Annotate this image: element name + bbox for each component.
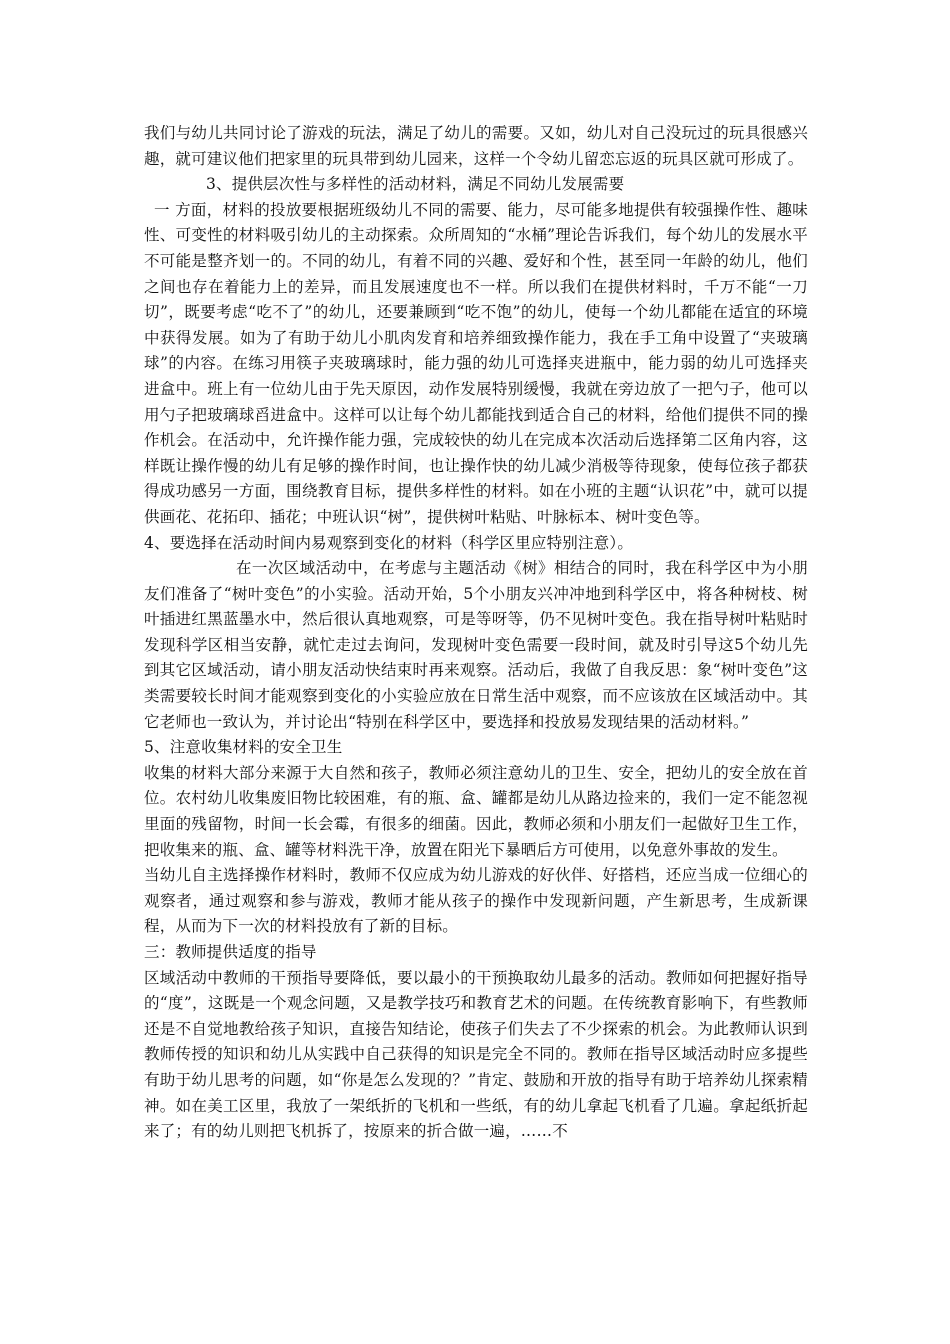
heading-item-4: 4、要选择在活动时间内易观察到变化的材料（科学区里应特别注意）。 [144, 533, 634, 552]
heading-item-5: 5、注意收集材料的安全卫生 [144, 738, 343, 757]
paragraph-continued: 我们与幼儿共同讨论了游戏的玩法，满足了幼儿的需要。又如，幼儿对自己没玩过的玩具很感兴趣，就可建议他们把家里的玩具带到幼儿园来，这样一个令幼儿留恋忘返的玩具区就可形成了。 [144, 124, 808, 168]
paragraph-observer-role: 当幼儿自主选择操作材料时，教师不仅应成为幼儿游戏的好伙伴、好搭档，还应当成一位细心的观察者，通过观察和参与游戏，教师才能从孩子的操作中发现新问题，产生新思考，生成新课程，从而为下一次的材料投放有了新的目标。 [144, 866, 808, 936]
heading-item-3: 3、提供层次性与多样性的活动材料，满足不同幼儿发展需要 [206, 175, 625, 194]
paragraph-guidance: 区域活动中教师的干预指导要降低，要以最小的干预换取幼儿最多的活动。教师如何把握好指导的“度”，这既是一个观念问题，又是教学技巧和教育艺术的问题。在传统教育影响下，有些教师还是不自觉地教给孩子知识，直接告知结论，使孩子们失去了不少探索的机会。为此教师认识到教师传授的知识和幼儿从实践中自己获得的知识是完全不同的。教师在指导区域活动时应多提些有助于幼儿思考的问题，如“你是怎么发现的？”肯定、鼓励和开放的指导有助于培养幼儿探索精神。如在美工区里，我放了一架纸折的飞机和一些纸，有的幼儿拿起飞机看了几遍。拿起纸折起来了；有的幼儿则把飞机拆了，按原来的折合做一遍，……不 [144, 968, 808, 1141]
paragraph-safety-hygiene: 收集的材料大部分来源于大自然和孩子，教师必须注意幼儿的卫生、安全，把幼儿的安全放在首位。农村幼儿收集废旧物比较困难，有的瓶、盒、罐都是幼儿从路边捡来的，我们一定不能忽视里面的残留物，时间一长会霉，有很多的细菌。因此，教师必须和小朋友们一起做好卫生工作，把收集来的瓶、盒、罐等材料洗干净，放置在阳光下暴晒后方可使用，以免意外事故的发生。 [144, 763, 808, 859]
heading-section-3: 三：教师提供适度的指导 [144, 943, 317, 961]
paragraph-tree-experiment: 在一次区域活动中，在考虑与主题活动《树》相结合的同时，我在科学区中为小朋友们准备了“树叶变色”的小实验。活动开始，5个小朋友兴冲冲地到科学区中，将各种树枝、树叶插进红黑蓝墨水中，然后很认真地观察，可是等呀等，仍不见树叶变色。我在指导树叶粘贴时发现科学区相当安静，就忙走过去询问，发现树叶变色需要一段时间，就及时引导这5个幼儿先到其它区域活动，请小朋友活动快结束时再来观察。活动后，我做了自我反思：象“树叶变色”这类需要较长时间才能观察到变化的小实验应放在日常生活中观察，而不应该放在区域活动中。其它老师也一致认为，并讨论出“特别在科学区中，要选择和投放易发现结果的活动材料。” [144, 559, 808, 731]
document-body [144, 121, 808, 1145]
paragraph-materials-levels: 一 方面，材料的投放要根据班级幼儿不同的需要、能力，尽可能多地提供有较强操作性、趣味性、可变性的材料吸引幼儿的主动探索。众所周知的“水桶”理论告诉我们，每个幼儿的发展水平不可能是整齐划一的。不同的幼儿，有着不同的兴趣、爱好和个性，甚至同一年龄的幼儿，他们之间也存在着能力上的差异，而且发展速度也不一样。所以我们在提供材料时，千万不能“一刀切”，既要考虑“吃不了”的幼儿，还要兼顾到“吃不饱”的幼儿，使每一个幼儿都能在适宜的环境中获得发展。如为了有助于幼儿小肌肉发育和培养细致操作能力，我在手工角中设置了“夹玻璃球”的内容。在练习用筷子夹玻璃球时，能力强的幼儿可选择夹进瓶中，能力弱的幼儿可选择夹进盒中。班上有一位幼儿由于先天原因，动作发展特别缓慢，我就在旁边放了一把勺子，他可以用勺子把玻璃球舀进盒中。这样可以让每个幼儿都能找到适合自己的材料，给他们提供不同的操作机会。在活动中，允许操作能力强，完成较快的幼儿在完成本次活动后选择第二区角内容，这样既让操作慢的幼儿有足够的操作时间，也让操作快的幼儿减少消极等待现象，使每位孩子都获得成功感另一方面，围绕教育目标，提供多样性的材料。如在小班的主题“认识花”中，就可以提供画花、花拓印、插花；中班认识“树”，提供树叶粘贴、叶脉标本、树叶变色等。 [144, 200, 808, 526]
